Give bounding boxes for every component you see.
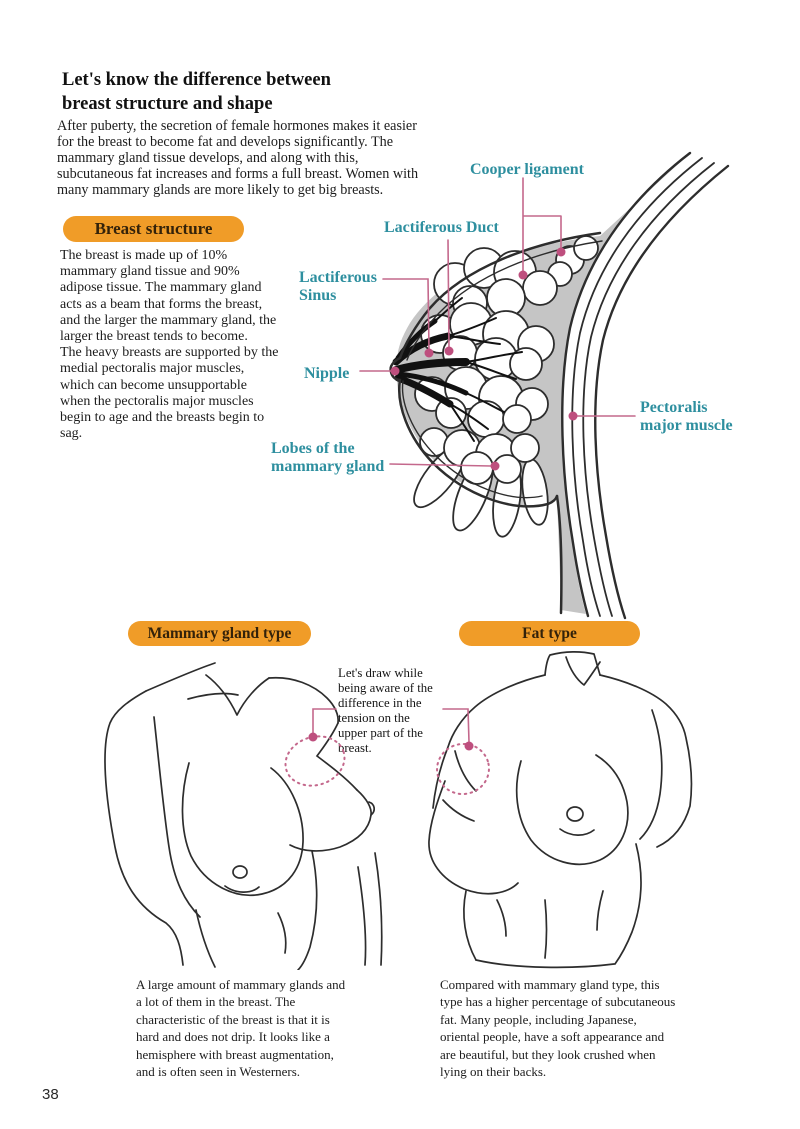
tension-annotation: Let's draw while being aware of the difference in the tension on the upper part of the breast.: [338, 666, 433, 755]
mammary-gland-type-caption: A large amount of mammary glands and a lot of them in the breast. The characteristic of the breast is that it is hard and does not drip. It looks like a hemisphere with breast augmentation, and is often seen in Westerners.: [136, 977, 346, 1080]
breast-structure-badge: [63, 216, 244, 242]
torso-line-art-left: [105, 663, 382, 970]
intro-paragraph: After puberty, the secretion of female hormones makes it easier for the breast to become fat and develops significantly. The mammary gland tissue develops, and along with this, subcutaneous fat increases and forms a full breast. Women with many mammary glands are more likely to get big breasts.: [57, 118, 419, 198]
fat-type-label: Fat type: [522, 624, 577, 642]
label-nipple: Nipple: [304, 365, 350, 382]
fat-type-figure: [425, 648, 735, 970]
tension-dot-left: [309, 733, 318, 742]
structure-paragraph-1: The breast is made up of 10% mammary gland tissue and 90% adipose tissue. The mammary gland acts as a beam that forms the breast, and the larger the mammary gland, the larger the breast tends to become.: [60, 248, 277, 345]
label-lobes: Lobes of the mammary gland: [271, 440, 385, 475]
page-number: 38: [42, 1086, 59, 1103]
page-title: Let's know the difference between breast structure and shape: [62, 70, 331, 114]
structure-paragraph-2: The heavy breasts are supported by the medial pectoralis major muscles, which can become unsupportable when the pectoralis major muscles begin to age and the breasts begin to sag.: [60, 345, 279, 442]
structure-body-text: [60, 248, 280, 442]
label-pectoralis: Pectoralis major muscle: [640, 399, 733, 434]
breast-structure-badge-label: Breast structure: [94, 219, 213, 238]
label-cooper-ligament: Cooper ligament: [470, 161, 584, 178]
tension-dot-right: [465, 742, 474, 751]
label-lactiferous-sinus: Lactiferous Sinus: [299, 269, 377, 304]
fat-type-caption: Compared with mammary gland type, this type has a higher percentage of subcutaneous fat. Many people, including Japanese, oriental people, have a soft appearance and are beautiful, but they look crushed when lying on their backs.: [440, 977, 676, 1080]
mammary-gland-type-label: Mammary gland type: [147, 624, 292, 642]
tension-circle-right: [432, 709, 493, 799]
fat-type-badge: [459, 621, 640, 646]
tension-circle-left: [279, 709, 351, 793]
mammary-gland-type-badge: [128, 621, 311, 646]
pectoralis-muscle-band: [562, 153, 728, 618]
mammary-gland-type-figure: [88, 655, 398, 970]
torso-line-art-right: [429, 652, 691, 967]
label-lactiferous-duct: Lactiferous Duct: [384, 219, 499, 236]
